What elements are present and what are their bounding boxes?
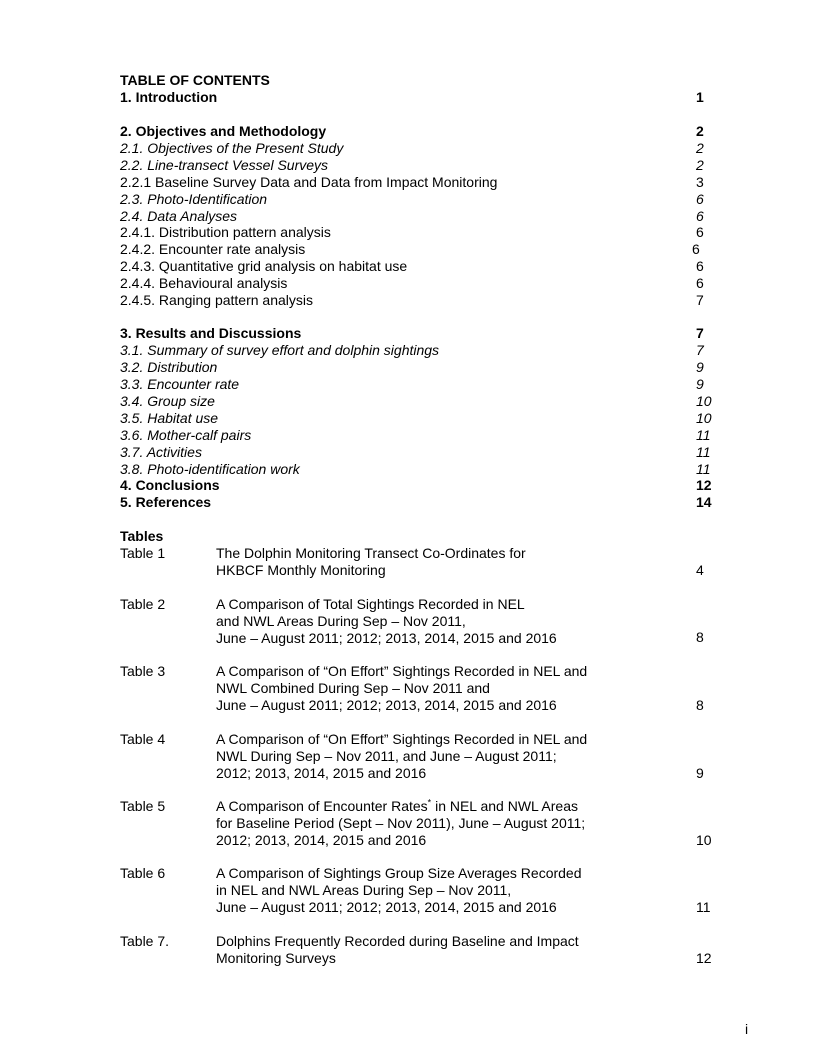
table-description xyxy=(216,865,656,916)
toc-entry-label: 2.3. Photo-Identification xyxy=(120,191,268,207)
toc-entry-page: 6 xyxy=(696,258,704,274)
toc-entry-label: 3.6. Mother-calf pairs xyxy=(120,427,252,443)
table-description-line: June – August 2011; 2012; 2013, 2014, 2015 and 2016 xyxy=(216,899,557,915)
toc-entry-page: 11 xyxy=(696,427,711,443)
table-description-line: Dolphins Frequently Recorded during Baseline and Impact xyxy=(216,933,579,949)
table-description xyxy=(216,545,656,579)
toc-entry-page: 2 xyxy=(696,123,704,139)
table-label: Table 7. xyxy=(120,933,170,949)
toc-entry-page: 9 xyxy=(696,359,704,375)
toc-entry-page: 10 xyxy=(696,393,712,409)
toc-entry-page: 7 xyxy=(696,325,704,341)
table-page: 8 xyxy=(696,697,704,713)
toc-entry-label: 2. Objectives and Methodology xyxy=(120,123,327,139)
toc-entry-label: 3.2. Distribution xyxy=(120,359,218,375)
toc-entry-label: 2.4.5. Ranging pattern analysis xyxy=(120,292,314,308)
table-description-line: NWL Combined During Sep – Nov 2011 and xyxy=(216,680,490,696)
toc-entry-page: 7 xyxy=(696,292,704,308)
table-description-line: NWL During Sep – Nov 2011, and June – August 2011; xyxy=(216,748,557,764)
table-page: 9 xyxy=(696,765,704,781)
toc-entry-label: 2.2. Line-transect Vessel Surveys xyxy=(120,157,329,173)
toc-entry-page: 14 xyxy=(696,494,712,510)
table-description-line: A Comparison of “On Effort” Sightings Recorded in NEL and xyxy=(216,663,588,679)
toc-entry-page: 1 xyxy=(696,89,704,105)
table-description xyxy=(216,596,656,647)
table-description-text: A Comparison of Encounter Rates xyxy=(216,798,428,814)
toc-entry-label: 2.4. Data Analyses xyxy=(120,208,237,224)
table-description-line: A Comparison of Total Sightings Recorded in NEL xyxy=(216,596,525,612)
toc-entry-label: 2.4.1. Distribution pattern analysis xyxy=(120,224,331,240)
table-description xyxy=(216,798,656,849)
toc-entry-label: 3. Results and Discussions xyxy=(120,325,302,341)
table-description-text: in NEL and NWL Areas xyxy=(431,798,578,814)
toc-entry-label: 3.4. Group size xyxy=(120,393,215,409)
toc-entry-label: 5. References xyxy=(120,494,212,510)
toc-entry-label: 3.8. Photo-identification work xyxy=(120,461,300,477)
toc-entry-page: 2 xyxy=(696,140,704,156)
tables-heading: Tables xyxy=(120,528,164,544)
table-label: Table 3 xyxy=(120,663,166,679)
table-description-line: and NWL Areas During Sep – Nov 2011, xyxy=(216,613,466,629)
table-page: 10 xyxy=(696,832,712,848)
table-description-line: June – August 2011; 2012; 2013, 2014, 2015 and 2016 xyxy=(216,630,557,646)
table-description xyxy=(216,731,656,782)
toc-entry-label: 3.5. Habitat use xyxy=(120,410,219,426)
toc-entry-label: 3.7. Activities xyxy=(120,444,202,460)
toc-entry-label: 3.3. Encounter rate xyxy=(120,376,240,392)
table-description-line: A Comparison of Sightings Group Size Averages Recorded xyxy=(216,865,582,881)
table-description-line: 2012; 2013, 2014, 2015 and 2016 xyxy=(216,832,427,848)
table-description-line: June – August 2011; 2012; 2013, 2014, 2015 and 2016 xyxy=(216,697,557,713)
table-label: Table 4 xyxy=(120,731,166,747)
toc-entry-page: 3 xyxy=(696,174,704,190)
table-page: 11 xyxy=(696,899,711,915)
table-page: 12 xyxy=(696,950,712,966)
toc-entry-page: 7 xyxy=(696,342,704,358)
toc-entry-page: 6 xyxy=(696,224,704,240)
toc-entry-page: 9 xyxy=(696,376,704,392)
toc-entry-label: 4. Conclusions xyxy=(120,477,220,493)
table-label: Table 2 xyxy=(120,596,166,612)
footer-page-number: i xyxy=(745,1021,749,1037)
table-label: Table 1 xyxy=(120,545,166,561)
toc-entry-label: 2.4.4. Behavioural analysis xyxy=(120,275,288,291)
toc-entry-label: 2.2.1 Baseline Survey Data and Data from Impact Monitoring xyxy=(120,174,498,190)
footnote-marker: * xyxy=(427,797,432,808)
toc-entry-label: 1. Introduction xyxy=(120,89,218,105)
toc-entry-page: 12 xyxy=(696,477,712,493)
table-description-line: 2012; 2013, 2014, 2015 and 2016 xyxy=(216,765,427,781)
table-label: Table 5 xyxy=(120,798,166,814)
toc-entry-label: 2.4.2. Encounter rate analysis xyxy=(120,241,306,257)
toc-entry-page: 11 xyxy=(696,461,711,477)
table-description-line: for Baseline Period (Sept – Nov 2011), June – August 2011; xyxy=(216,815,586,831)
table-page: 4 xyxy=(696,562,704,578)
toc-title: TABLE OF CONTENTS xyxy=(120,72,270,88)
toc-entry-page: 6 xyxy=(692,241,700,257)
table-description-line: The Dolphin Monitoring Transect Co-Ordinates for xyxy=(216,545,526,561)
table-description-line xyxy=(216,798,656,815)
toc-entry-label: 2.4.3. Quantitative grid analysis on habitat use xyxy=(120,258,408,274)
table-description-line: A Comparison of “On Effort” Sightings Recorded in NEL and xyxy=(216,731,588,747)
table-description-line: HKBCF Monthly Monitoring xyxy=(216,562,386,578)
toc-entry-label: 3.1. Summary of survey effort and dolphin sightings xyxy=(120,342,440,358)
toc-entry-page: 2 xyxy=(696,157,704,173)
table-description xyxy=(216,933,656,967)
toc-entry-page: 11 xyxy=(696,444,711,460)
table-page: 8 xyxy=(696,629,704,645)
table-label: Table 6 xyxy=(120,865,166,881)
table-description-line: in NEL and NWL Areas During Sep – Nov 2011, xyxy=(216,882,512,898)
toc-entry-page: 6 xyxy=(696,208,704,224)
toc-entry-page: 10 xyxy=(696,410,712,426)
table-description xyxy=(216,663,656,714)
toc-entry-page: 6 xyxy=(696,275,704,291)
toc-entry-page: 6 xyxy=(696,191,704,207)
table-description-line: Monitoring Surveys xyxy=(216,950,336,966)
toc-entry-label: 2.1. Objectives of the Present Study xyxy=(120,140,344,156)
